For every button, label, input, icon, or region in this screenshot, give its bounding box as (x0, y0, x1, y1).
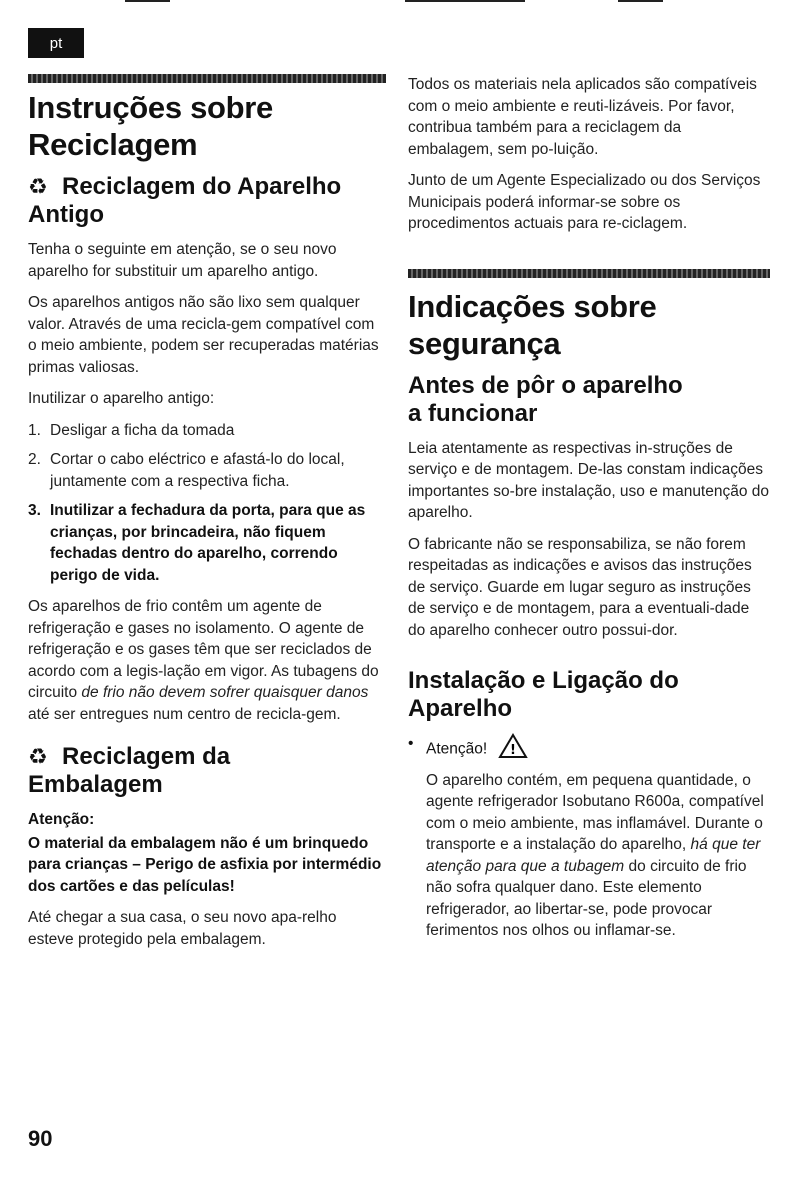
paragraph: Os aparelhos antigos não são lixo sem qualquer valor. Através de uma recicla-gem compatível com o meio ambiente, podem ser recuperadas matérias primas valiosas. (28, 294, 379, 376)
language-tag: pt (28, 28, 84, 58)
heading-installation: Instalação e Ligação do Aparelho (408, 667, 679, 722)
scan-artifact-line (618, 0, 663, 2)
scan-artifact-line (405, 0, 525, 2)
left-column (28, 74, 386, 960)
recycle-icon: ♻ (28, 174, 48, 199)
scan-artifact-line (125, 0, 170, 2)
page-title-recycling: Instruções sobre Reciclagem (28, 90, 274, 162)
paragraph: Até chegar a sua casa, o seu novo apa-relho esteve protegido pela embalagem. (28, 909, 337, 948)
warning-bullet: • Atenção! ! (408, 733, 770, 766)
recycle-icon: ♻ (28, 744, 48, 769)
paragraph: O fabricante não se responsabiliza, se não forem respeitadas as indicações e avisos das instruções de serviço. Guarde em lugar seguro as instruções de serviço e de montagem, para a eventuali-dade do aparelho conhecer outro possui-dor. (408, 535, 752, 639)
heading-old-appliance: ♻ Reciclagem do Aparelho Antigo (28, 173, 342, 228)
svg-text:!: ! (509, 743, 516, 758)
paragraph: Tenha o seguinte em atenção, se o seu novo aparelho for substituir um aparelho antigo. (28, 241, 337, 280)
heading-packaging: ♻ Reciclagem da Embalagem (28, 743, 231, 798)
paragraph: Junto de um Agente Especializado ou dos Serviços Municipais poderá informar-se sobre os procedimentos actuais para re-ciclagem. (408, 172, 761, 232)
paragraph: Inutilizar o aparelho antigo: (28, 390, 215, 407)
paragraph: Todos os materiais nela aplicados são compatíveis com o meio ambiente e reuti-lizáveis. Por favor, contribua também para a reciclagem da embalagem, sem po-luição. (408, 76, 757, 158)
section-bar (28, 74, 386, 83)
steps-list (28, 420, 386, 587)
list-item: 3. Inutilizar a fechadura da porta, para que as crianças, por brincadeira, não fiquem fechadas dentro do aparelho, correndo perigo de vida. (28, 502, 366, 584)
warning-triangle-icon (498, 733, 528, 766)
warning-text: O material da embalagem não é um brinquedo para crianças – Perigo de asfixia por intermédio dos cartões e das películas! (28, 834, 382, 895)
paragraph: O aparelho contém, em pequena quantidade, o agente refrigerador Isobutano R600a, compatível com o meio ambiente, mas inflamável. Durante o transporte e a instalação do aparelho, há que ter atenção para que a tubagem do circuito de frio não sofra qualquer dano. Este elemento refrigerador, ao libertar-se, pode provocar ferimentos nos olhos ou inflamar-se. (426, 771, 764, 939)
page-number: 90 (28, 1126, 53, 1151)
section-bar (408, 269, 770, 278)
page-title-safety: Indicações sobre segurança (408, 288, 657, 361)
list-item: 1. Desligar a ficha da tomada (28, 421, 235, 439)
list-item: 2. Cortar o cabo eléctrico e afastá-lo do local, juntamente com a respectiva ficha. (28, 451, 345, 490)
paragraph: Os aparelhos de frio contêm um agente de refrigeração e gases no isolamento. O agente de refrigeração e os gases têm que ser reciclados de acordo com a legis-lação em vigor. As tubagens do circuito de frio não devem sofrer quaisquer danos até ser entregues num centro de recicla-gem. (28, 598, 379, 723)
warning-label: Atenção: (28, 811, 95, 828)
paragraph: Leia atentamente as respectivas in-struções de serviço e de montagem. De-las constam indicações importantes so-bre instalação, uso e manutenção do aparelho. (408, 439, 770, 521)
right-column (408, 74, 770, 952)
heading-before-use: Antes de pôr o aparelho a funcionar (408, 371, 683, 427)
